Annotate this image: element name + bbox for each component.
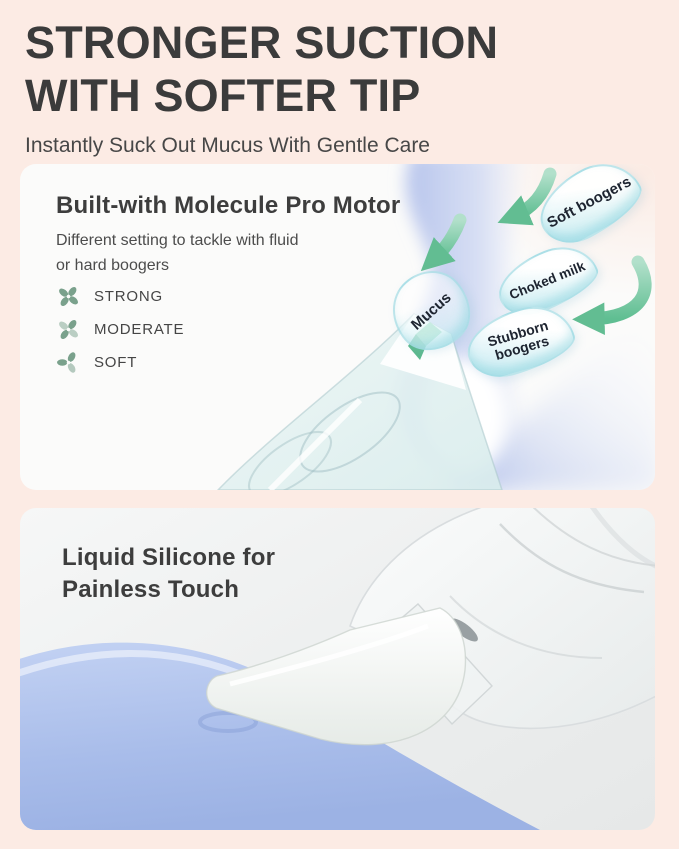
card-silicone-title-line1: Liquid Silicone for <box>62 544 276 571</box>
fan-icon <box>56 350 81 375</box>
mode-row-moderate <box>56 313 184 346</box>
page-title-line2: WITH SOFTER TIP <box>25 70 421 121</box>
mode-label-strong: STRONG <box>94 288 163 305</box>
card-silicone-title <box>62 542 275 606</box>
fan-icon <box>56 284 81 309</box>
feature-card-silicone <box>20 508 655 830</box>
mode-label-moderate: MODERATE <box>94 321 185 338</box>
bubble-label: Mucus <box>407 288 455 334</box>
card-motor-title: Built-with Molecule Pro Motor <box>56 192 401 219</box>
card-motor-description <box>56 228 299 278</box>
card-motor-description-line1: Different setting to tackle with fluid <box>56 232 299 249</box>
bubble-label: Soft boogers <box>544 172 634 232</box>
bubble-label: Choked milk <box>506 258 588 302</box>
mode-row-strong <box>56 280 184 313</box>
card-silicone-title-line2: Painless Touch <box>62 576 240 603</box>
fan-icon <box>56 317 81 342</box>
page-header <box>25 16 655 158</box>
mode-row-soft <box>56 346 184 379</box>
bubble-label: Stubborn boogers <box>485 317 551 364</box>
card-motor-description-line2: or hard boogers <box>56 257 169 274</box>
page-title <box>25 16 655 122</box>
page-subtitle: Instantly Suck Out Mucus With Gentle Care <box>25 134 430 157</box>
feature-card-motor <box>20 164 655 490</box>
suction-mode-list <box>56 280 184 379</box>
mode-label-soft: SOFT <box>94 354 138 371</box>
page-title-line1: STRONGER SUCTION <box>25 17 499 68</box>
